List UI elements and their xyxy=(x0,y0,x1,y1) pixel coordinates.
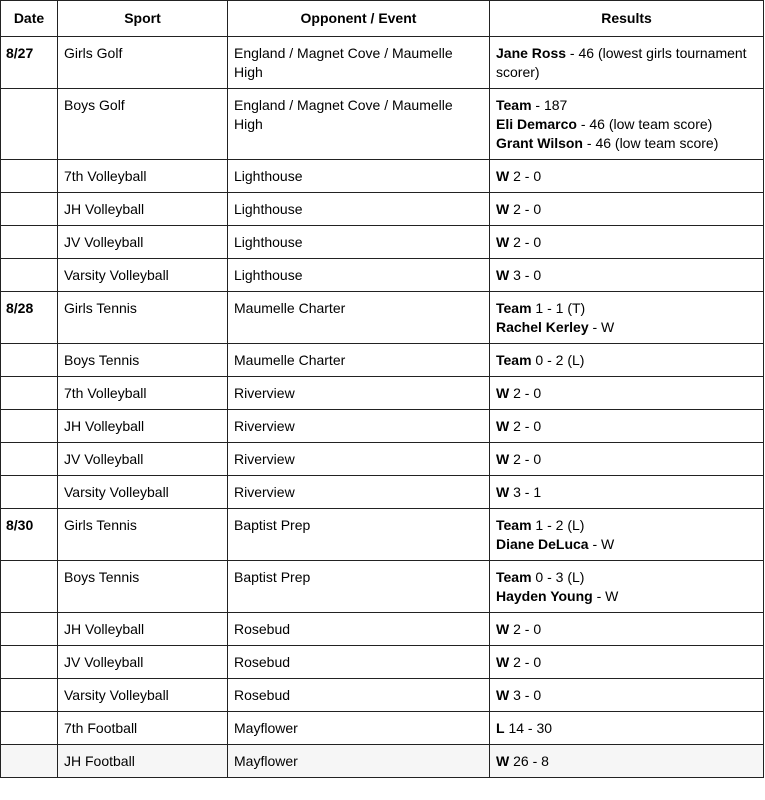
result-value: 2 - 0 xyxy=(509,234,542,250)
date-cell: 8/28 xyxy=(1,292,58,344)
header-sport: Sport xyxy=(58,1,228,37)
date-cell xyxy=(1,259,58,292)
date-cell xyxy=(1,344,58,377)
table-row xyxy=(1,410,764,443)
table-row xyxy=(1,344,764,377)
header-opponent: Opponent / Event xyxy=(228,1,490,37)
date-cell xyxy=(1,476,58,509)
result-line xyxy=(496,233,757,252)
sport-cell: JV Volleyball xyxy=(58,443,228,476)
opponent-cell: Lighthouse xyxy=(228,160,490,193)
sport-cell: 7th Football xyxy=(58,712,228,745)
result-line xyxy=(496,351,757,370)
opponent-cell: Mayflower xyxy=(228,745,490,778)
sport-cell: Varsity Volleyball xyxy=(58,476,228,509)
results-cell xyxy=(490,712,764,745)
result-label: W xyxy=(496,451,510,467)
result-line xyxy=(496,620,757,639)
result-line xyxy=(496,483,757,502)
results-cell xyxy=(490,37,764,89)
sport-cell: JH Football xyxy=(58,745,228,778)
opponent-cell: England / Magnet Cove / Maumelle High xyxy=(228,89,490,160)
result-line xyxy=(496,516,757,535)
result-value: - W xyxy=(588,536,615,552)
sport-cell: Varsity Volleyball xyxy=(58,679,228,712)
result-line xyxy=(496,318,757,337)
table-row xyxy=(1,377,764,410)
opponent-cell: Baptist Prep xyxy=(228,561,490,613)
results-cell xyxy=(490,259,764,292)
opponent-cell: Lighthouse xyxy=(228,193,490,226)
result-line xyxy=(496,44,757,82)
date-cell xyxy=(1,646,58,679)
result-line xyxy=(496,686,757,705)
result-label: W xyxy=(496,687,510,703)
result-value: - 187 xyxy=(531,97,568,113)
result-label: Team xyxy=(496,517,532,533)
opponent-cell: Mayflower xyxy=(228,712,490,745)
opponent-cell: Rosebud xyxy=(228,613,490,646)
date-cell xyxy=(1,226,58,259)
result-value: - 46 (low team score) xyxy=(583,135,719,151)
result-value: - 46 (low team score) xyxy=(576,116,713,132)
sport-cell: JH Volleyball xyxy=(58,410,228,443)
table-row xyxy=(1,89,764,160)
results-cell xyxy=(490,160,764,193)
result-value: 2 - 0 xyxy=(509,451,542,467)
result-line xyxy=(496,115,757,134)
result-line xyxy=(496,450,757,469)
table-row xyxy=(1,259,764,292)
result-value: 2 - 0 xyxy=(509,385,542,401)
result-value: 3 - 0 xyxy=(509,267,542,283)
result-value: 2 - 0 xyxy=(509,201,542,217)
date-cell xyxy=(1,745,58,778)
sport-cell: 7th Volleyball xyxy=(58,160,228,193)
opponent-cell: Riverview xyxy=(228,410,490,443)
sport-cell: Varsity Volleyball xyxy=(58,259,228,292)
result-line xyxy=(496,384,757,403)
result-label: W xyxy=(496,654,510,670)
date-cell xyxy=(1,679,58,712)
opponent-cell: England / Magnet Cove / Maumelle High xyxy=(228,37,490,89)
table-row xyxy=(1,226,764,259)
date-cell xyxy=(1,410,58,443)
result-line xyxy=(496,568,757,587)
results-cell xyxy=(490,89,764,160)
result-label: Hayden Young xyxy=(496,588,593,604)
result-label: W xyxy=(496,418,510,434)
result-label: Grant Wilson xyxy=(496,135,583,151)
result-label: W xyxy=(496,234,510,250)
result-value: 3 - 1 xyxy=(509,484,542,500)
result-value: - W xyxy=(592,588,619,604)
date-cell xyxy=(1,193,58,226)
header-date: Date xyxy=(1,1,58,37)
date-cell xyxy=(1,377,58,410)
result-label: W xyxy=(496,753,510,769)
table-row xyxy=(1,193,764,226)
result-value: 2 - 0 xyxy=(509,654,542,670)
result-label: W xyxy=(496,201,510,217)
date-cell xyxy=(1,561,58,613)
result-line xyxy=(496,653,757,672)
result-line xyxy=(496,96,757,115)
result-value: 2 - 0 xyxy=(509,621,542,637)
result-label: Team xyxy=(496,569,532,585)
table-row xyxy=(1,613,764,646)
result-label: Jane Ross xyxy=(496,45,567,61)
result-value: 0 - 2 (L) xyxy=(531,352,585,368)
sport-cell: 7th Volleyball xyxy=(58,377,228,410)
result-value: 0 - 3 (L) xyxy=(531,569,585,585)
result-label: Rachel Kerley xyxy=(496,319,589,335)
date-cell xyxy=(1,613,58,646)
sport-cell: Girls Tennis xyxy=(58,509,228,561)
result-label: L xyxy=(496,720,505,736)
opponent-cell: Baptist Prep xyxy=(228,509,490,561)
result-value: 14 - 30 xyxy=(504,720,553,736)
result-value: 2 - 0 xyxy=(509,418,542,434)
table-row xyxy=(1,292,764,344)
result-line xyxy=(496,587,757,606)
result-value: 1 - 2 (L) xyxy=(531,517,585,533)
sport-cell: JV Volleyball xyxy=(58,646,228,679)
opponent-cell: Lighthouse xyxy=(228,226,490,259)
result-line xyxy=(496,167,757,186)
table-row xyxy=(1,160,764,193)
table-row xyxy=(1,37,764,89)
result-label: Eli Demarco xyxy=(496,116,577,132)
header-row xyxy=(1,1,764,37)
table-row xyxy=(1,745,764,778)
date-cell: 8/30 xyxy=(1,509,58,561)
result-label: W xyxy=(496,385,510,401)
results-cell xyxy=(490,679,764,712)
results-cell xyxy=(490,193,764,226)
results-cell xyxy=(490,646,764,679)
opponent-cell: Maumelle Charter xyxy=(228,292,490,344)
date-cell xyxy=(1,443,58,476)
sport-cell: Boys Golf xyxy=(58,89,228,160)
header-results: Results xyxy=(490,1,764,37)
results-cell xyxy=(490,410,764,443)
result-label: W xyxy=(496,484,510,500)
results-cell xyxy=(490,509,764,561)
results-cell xyxy=(490,476,764,509)
date-cell: 8/27 xyxy=(1,37,58,89)
sport-cell: JH Volleyball xyxy=(58,193,228,226)
opponent-cell: Riverview xyxy=(228,443,490,476)
table-row xyxy=(1,712,764,745)
result-value: 1 - 1 (T) xyxy=(531,300,586,316)
result-label: W xyxy=(496,267,510,283)
results-cell xyxy=(490,226,764,259)
results-cell xyxy=(490,292,764,344)
result-label: Team xyxy=(496,97,532,113)
opponent-cell: Lighthouse xyxy=(228,259,490,292)
table-row xyxy=(1,443,764,476)
result-value: 26 - 8 xyxy=(509,753,549,769)
result-label: W xyxy=(496,168,510,184)
result-label: W xyxy=(496,621,510,637)
results-cell xyxy=(490,561,764,613)
sport-cell: Girls Golf xyxy=(58,37,228,89)
table-row xyxy=(1,509,764,561)
table-row xyxy=(1,646,764,679)
result-label: Diane DeLuca xyxy=(496,536,589,552)
date-cell xyxy=(1,160,58,193)
results-cell xyxy=(490,344,764,377)
opponent-cell: Riverview xyxy=(228,476,490,509)
results-cell xyxy=(490,443,764,476)
opponent-cell: Riverview xyxy=(228,377,490,410)
date-cell xyxy=(1,89,58,160)
result-line xyxy=(496,266,757,285)
result-value: 2 - 0 xyxy=(509,168,542,184)
result-line xyxy=(496,134,757,153)
result-line xyxy=(496,752,757,771)
result-line xyxy=(496,535,757,554)
table-row xyxy=(1,679,764,712)
sport-cell: Boys Tennis xyxy=(58,344,228,377)
table-body xyxy=(1,37,764,778)
result-label: Team xyxy=(496,352,532,368)
result-line xyxy=(496,200,757,219)
results-cell xyxy=(490,377,764,410)
opponent-cell: Rosebud xyxy=(228,646,490,679)
result-line xyxy=(496,417,757,436)
sport-cell: Boys Tennis xyxy=(58,561,228,613)
results-cell xyxy=(490,613,764,646)
sport-cell: Girls Tennis xyxy=(58,292,228,344)
result-value: 3 - 0 xyxy=(509,687,542,703)
result-value: - W xyxy=(588,319,615,335)
table-row xyxy=(1,476,764,509)
date-cell xyxy=(1,712,58,745)
opponent-cell: Maumelle Charter xyxy=(228,344,490,377)
results-cell xyxy=(490,745,764,778)
sport-cell: JV Volleyball xyxy=(58,226,228,259)
table-row xyxy=(1,561,764,613)
opponent-cell: Rosebud xyxy=(228,679,490,712)
sport-cell: JH Volleyball xyxy=(58,613,228,646)
result-label: Team xyxy=(496,300,532,316)
result-line xyxy=(496,719,757,738)
result-value: - 46 (lowest girls tournament scorer) xyxy=(496,45,747,80)
result-line xyxy=(496,299,757,318)
